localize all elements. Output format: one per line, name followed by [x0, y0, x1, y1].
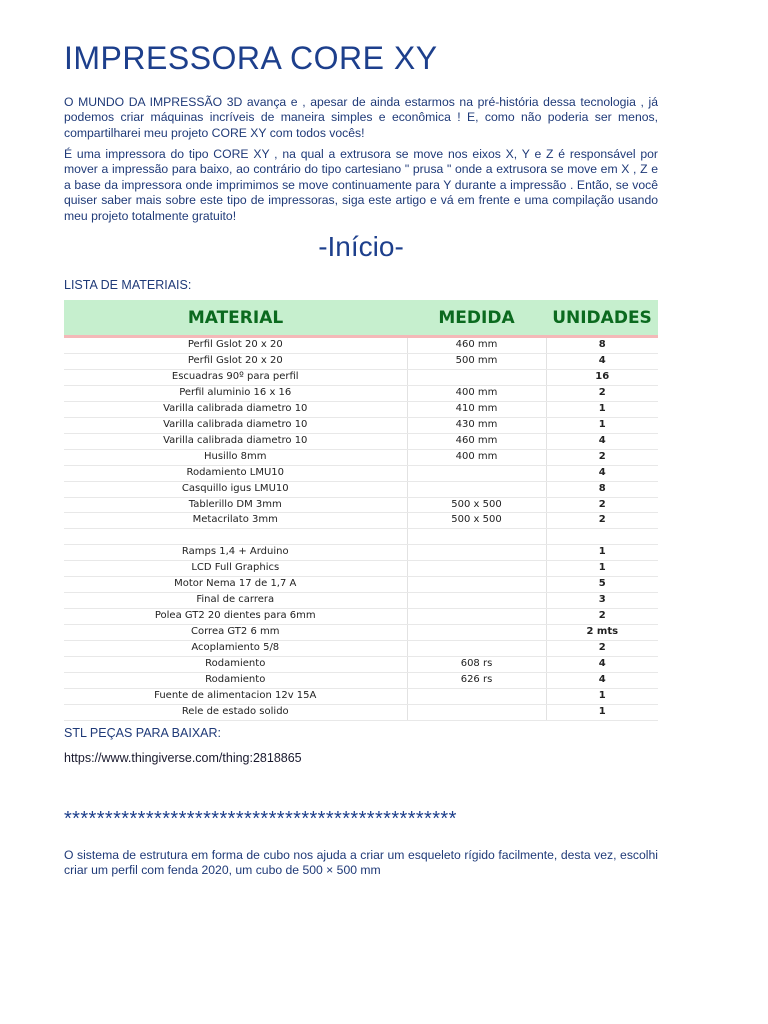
medida-cell: 500 mm — [407, 353, 546, 369]
material-cell: LCD Full Graphics — [64, 561, 407, 577]
medida-cell: 500 x 500 — [407, 497, 546, 513]
medida-cell — [407, 577, 546, 593]
medida-cell: 626 rs — [407, 673, 546, 689]
medida-cell — [407, 625, 546, 641]
medida-cell: 608 rs — [407, 657, 546, 673]
table-row — [64, 401, 658, 417]
material-cell: Varilla calibrada diametro 10 — [64, 433, 407, 449]
material-cell: Motor Nema 17 de 1,7 A — [64, 577, 407, 593]
medida-cell — [407, 688, 546, 704]
header-medida: MEDIDA — [407, 300, 546, 337]
table-header-row — [64, 300, 658, 337]
material-cell: Fuente de alimentacion 12v 15A — [64, 688, 407, 704]
medida-cell — [407, 529, 546, 545]
table-row — [64, 449, 658, 465]
unidades-cell: 4 — [546, 353, 658, 369]
unidades-cell: 2 — [546, 609, 658, 625]
material-cell: Rodamiento — [64, 673, 407, 689]
unidades-cell: 1 — [546, 545, 658, 561]
table-row — [64, 497, 658, 513]
unidades-cell: 2 — [546, 497, 658, 513]
table-row — [64, 704, 658, 720]
table-row — [64, 688, 658, 704]
table-row — [64, 385, 658, 401]
medida-cell: 460 mm — [407, 337, 546, 354]
unidades-cell: 2 mts — [546, 625, 658, 641]
asterisk-separator: ************************************************ — [64, 808, 457, 830]
medida-cell — [407, 704, 546, 720]
table-row — [64, 417, 658, 433]
table-row — [64, 465, 658, 481]
medida-cell: 430 mm — [407, 417, 546, 433]
materials-table — [64, 300, 658, 721]
material-cell: Metacrilato 3mm — [64, 513, 407, 529]
medida-cell — [407, 593, 546, 609]
section-heading-inicio: -Início- — [318, 231, 404, 262]
unidades-cell: 1 — [546, 401, 658, 417]
table-row — [64, 561, 658, 577]
unidades-cell: 2 — [546, 385, 658, 401]
material-cell: Correa GT2 6 mm — [64, 625, 407, 641]
medida-cell: 400 mm — [407, 449, 546, 465]
material-cell: Tablerillo DM 3mm — [64, 497, 407, 513]
medida-cell — [407, 481, 546, 497]
medida-cell: 500 x 500 — [407, 513, 546, 529]
header-material: MATERIAL — [64, 300, 407, 337]
table-row — [64, 353, 658, 369]
material-cell: Rele de estado solido — [64, 704, 407, 720]
table-row — [64, 337, 658, 354]
table-row — [64, 657, 658, 673]
table-row — [64, 673, 658, 689]
material-cell: Perfil Gslot 20 x 20 — [64, 337, 407, 354]
materials-list-label: LISTA DE MATERIAIS: — [64, 278, 192, 292]
table-row — [64, 481, 658, 497]
unidades-cell: 4 — [546, 433, 658, 449]
medida-cell — [407, 561, 546, 577]
unidades-cell: 2 — [546, 641, 658, 657]
material-cell: Varilla calibrada diametro 10 — [64, 401, 407, 417]
unidades-cell: 2 — [546, 513, 658, 529]
medida-cell — [407, 369, 546, 385]
medida-cell — [407, 609, 546, 625]
unidades-cell: 4 — [546, 673, 658, 689]
material-cell: Rodamiento LMU10 — [64, 465, 407, 481]
material-cell: Casquillo igus LMU10 — [64, 481, 407, 497]
medida-cell: 460 mm — [407, 433, 546, 449]
unidades-cell: 4 — [546, 465, 658, 481]
materials-table-body — [64, 337, 658, 721]
unidades-cell: 8 — [546, 481, 658, 497]
document-title: IMPRESSORA CORE XY — [64, 40, 438, 76]
table-row — [64, 529, 658, 545]
medida-cell — [407, 545, 546, 561]
table-row — [64, 641, 658, 657]
material-cell — [64, 529, 407, 545]
material-cell: Final de carrera — [64, 593, 407, 609]
unidades-cell: 1 — [546, 561, 658, 577]
medida-cell: 410 mm — [407, 401, 546, 417]
medida-cell — [407, 641, 546, 657]
stl-download-link[interactable]: https://www.thingiverse.com/thing:2818865 — [64, 751, 302, 765]
intro-paragraph: O MUNDO DA IMPRESSÃO 3D avança e , apesar de ainda estarmos na pré-história dessa tecnologia , já podemos criar máquinas incríveis de maneira simples e econômica ! E, como não poderia ser menos, compartilharei meu projeto CORE XY com todos vocês! — [64, 95, 658, 140]
unidades-cell: 2 — [546, 449, 658, 465]
unidades-cell: 16 — [546, 369, 658, 385]
material-cell: Acoplamiento 5/8 — [64, 641, 407, 657]
table-row — [64, 545, 658, 561]
unidades-cell: 1 — [546, 704, 658, 720]
material-cell: Rodamiento — [64, 657, 407, 673]
unidades-cell: 5 — [546, 577, 658, 593]
table-row — [64, 609, 658, 625]
medida-cell: 400 mm — [407, 385, 546, 401]
table-row — [64, 625, 658, 641]
table-row — [64, 593, 658, 609]
material-cell: Escuadras 90º para perfil — [64, 369, 407, 385]
material-cell: Varilla calibrada diametro 10 — [64, 417, 407, 433]
unidades-cell: 8 — [546, 337, 658, 354]
table-row — [64, 433, 658, 449]
stl-parts-label: STL PEÇAS PARA BAIXAR: — [64, 726, 222, 740]
material-cell: Polea GT2 20 dientes para 6mm — [64, 609, 407, 625]
medida-cell — [407, 465, 546, 481]
closing-paragraph: O sistema de estrutura em forma de cubo nos ajuda a criar um esqueleto rígido facilmente, desta vez, escolhi criar um perfil com fenda 2020, um cubo de 500 × 500 mm — [64, 848, 658, 878]
material-cell: Perfil aluminio 16 x 16 — [64, 385, 407, 401]
material-cell: Perfil Gslot 20 x 20 — [64, 353, 407, 369]
material-cell: Ramps 1,4 + Arduino — [64, 545, 407, 561]
table-row — [64, 369, 658, 385]
table-row — [64, 513, 658, 529]
header-unidades: UNIDADES — [546, 300, 658, 337]
unidades-cell — [546, 529, 658, 545]
unidades-cell: 4 — [546, 657, 658, 673]
unidades-cell: 3 — [546, 593, 658, 609]
unidades-cell: 1 — [546, 688, 658, 704]
table-row — [64, 577, 658, 593]
unidades-cell: 1 — [546, 417, 658, 433]
description-paragraph: É uma impressora do tipo CORE XY , na qual a extrusora se move nos eixos X, Y e Z é responsável por mover a impressão para baixo, ao contrário do tipo cartesiano " prusa " onde a extrusora se move em X , Z e a base da impressora onde imprimimos se move continuamente para Y durante a impressão . Então, se você quiser saber mais sobre este tipo de impressoras, siga este artigo e vá em frente e uma compilação usando meu projeto totalmente gratuito! — [64, 147, 658, 223]
material-cell: Husillo 8mm — [64, 449, 407, 465]
